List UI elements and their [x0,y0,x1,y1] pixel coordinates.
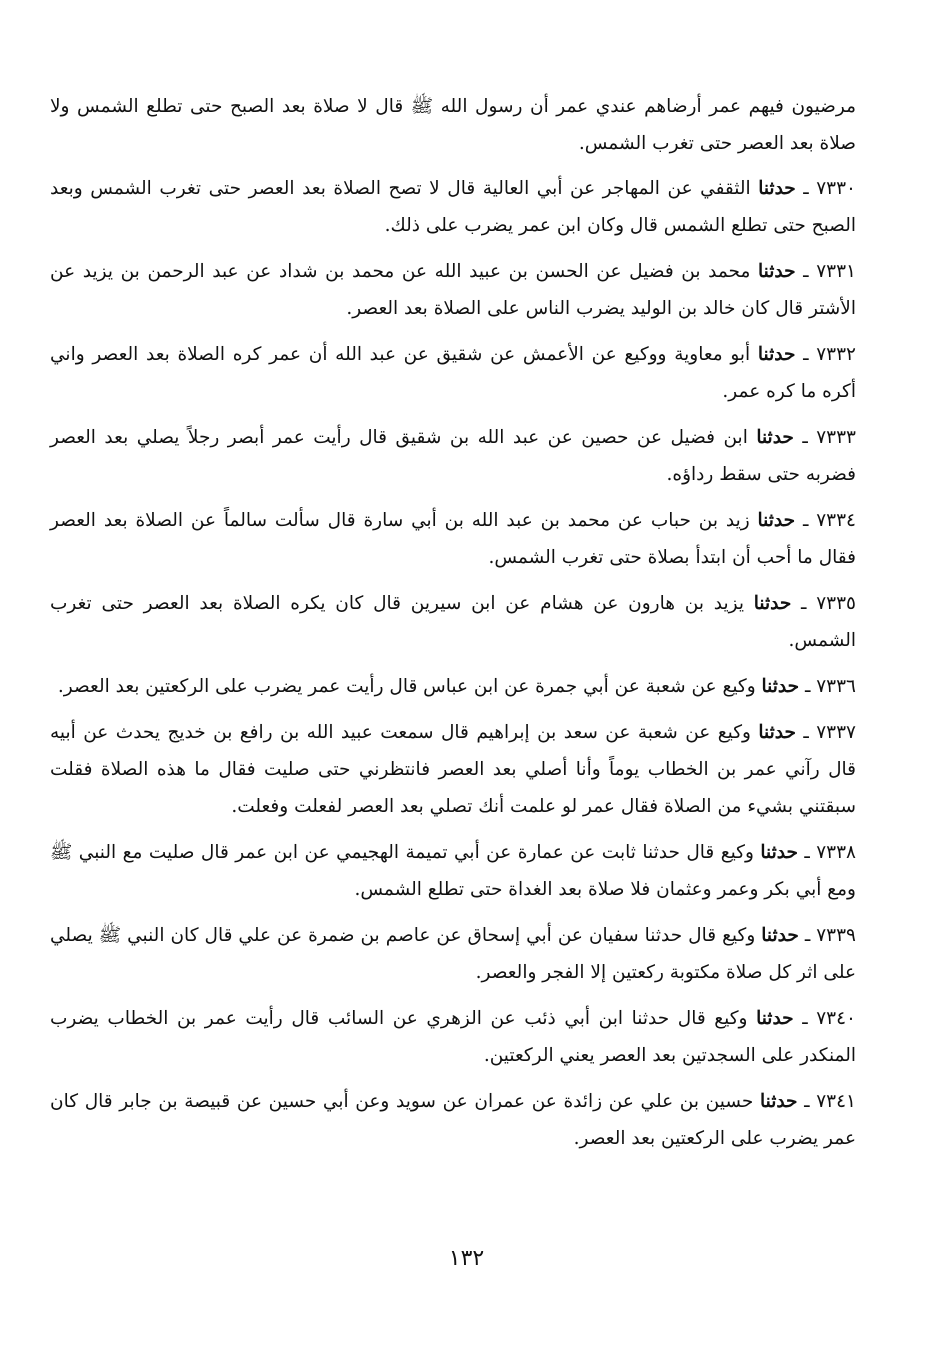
hadith-list [50,170,856,1157]
hadith-text: زيد بن حباب عن محمد بن عبد الله بن أبي سارة قال سألت سالماً عن الصلاة بعد العصر فقال ما أحب أن ابتدأ بصلاة حتى تغرب الشمس. [50,510,856,568]
hadith-text: وكيع قال حدثنا سفيان عن أبي إسحاق عن عاصم بن ضمرة عن علي قال كان النبي ﷺ يصلي على اثر كل صلاة مكتوبة ركعتين إلا الفجر والعصر. [50,925,856,983]
hadith-paragraph [50,585,856,659]
hadith-number: ٧٣٣٤ [816,510,856,531]
hadith-paragraph [50,1083,856,1157]
hadith-keyword: حدثنا [759,1091,798,1112]
hadith-paragraph [50,336,856,410]
hadith-text: وكيع عن شعبة عن أبي جمرة عن ابن عباس قال رأيت عمر يضرب على الركعتين بعد العصر. [57,676,756,697]
hadith-keyword: حدثنا [753,593,792,614]
hadith-text: وكيع قال حدثنا ثابت عن عمارة عن أبي تميمة الهجيمي عن ابن عمر قال صليت مع النبي ﷺ ومع أبي بكر وعمر وعثمان فلا صلاة بعد الغداة حتى تطلع الشمس. [50,842,856,900]
page-body [50,88,856,1166]
hadith-separator: ـ [802,1008,808,1029]
hadith-separator: ـ [804,676,811,697]
hadith-number: ٧٣٣٧ [816,722,856,743]
hadith-number: ٧٣٣٩ [816,925,856,946]
hadith-paragraph [50,834,856,908]
hadith-paragraph [50,668,856,705]
hadith-separator: ـ [804,925,811,946]
hadith-keyword: حدثنا [758,178,796,199]
hadith-separator: ـ [803,178,809,199]
hadith-keyword: حدثنا [756,1008,794,1029]
hadith-number: ٧٣٣٨ [816,842,856,863]
hadith-keyword: حدثنا [761,676,800,697]
hadith-paragraph [50,419,856,493]
hadith-text: الثقفي عن المهاجر عن أبي العالية قال لا تصح الصلاة بعد العصر حتى تغرب الشمس وبعد الصبح حتى تطلع الشمس قال وكان ابن عمر يضرب على ذلك. [50,178,856,236]
hadith-paragraph [50,170,856,244]
hadith-text: وكيع قال حدثنا ابن أبي ذئب عن الزهري عن السائب قال رأيت عمر بن الخطاب يضرب المنكدر على السجدتين بعد العصر يعني الركعتين. [50,1008,856,1066]
hadith-paragraph [50,253,856,327]
hadith-number: ٧٣٣٢ [816,344,856,365]
hadith-separator: ـ [801,593,807,614]
hadith-keyword: حدثنا [760,842,798,863]
hadith-keyword: حدثنا [758,261,796,282]
hadith-separator: ـ [803,344,809,365]
hadith-number: ٧٣٣٣ [816,427,856,448]
hadith-text: يزيد بن هارون عن هشام عن ابن سيرين قال كان يكره الصلاة بعد العصر حتى تغرب الشمس. [50,593,856,651]
hadith-number: ٧٣٣١ [816,261,856,282]
hadith-separator: ـ [803,722,809,743]
hadith-number: ٧٣٤١ [816,1091,856,1112]
hadith-number: ٧٣٣٠ [816,178,856,199]
hadith-number: ٧٣٣٥ [816,593,856,614]
hadith-paragraph [50,1000,856,1074]
page-number: ١٣٢ [448,1246,485,1271]
hadith-keyword: حدثنا [757,510,796,531]
hadith-text: حسين بن علي عن زائدة عن عمران عن سويد وعن أبي حسين عن قبيصة بن جابر قال كان عمر يضرب على الركعتين بعد العصر. [50,1091,856,1149]
hadith-separator: ـ [802,427,808,448]
hadith-separator: ـ [802,510,809,531]
hadith-text: محمد بن فضيل عن الحسن بن عبيد الله عن محمد بن شداد عن عبد الرحمن بن يزيد عن الأشتر قال كان خالد بن الوليد يضرب الناس على الصلاة بعد العصر. [50,261,856,319]
intro-paragraph: مرضيون فيهم عمر أرضاهم عندي عمر أن رسول الله ﷺ قال لا صلاة بعد الصبح حتى تطلع الشمس ولا صلاة بعد العصر حتى تغرب الشمس. [50,96,856,154]
hadith-number: ٧٣٤٠ [816,1008,856,1029]
hadith-separator: ـ [804,842,810,863]
hadith-text: أبو معاوية ووكيع عن الأعمش عن شقيق عن عبد الله أن عمر كره الصلاة بعد العصر واني أكره ما كره عمر. [50,344,856,402]
hadith-paragraph [50,714,856,825]
hadith-paragraph [50,502,856,576]
hadith-text: ابن فضيل عن حصين عن عبد الله بن شقيق قال رأيت عمر أبصر رجلاً يصلي بعد العصر فضربه حتى سقط رداؤه. [50,427,856,485]
hadith-keyword: حدثنا [756,427,794,448]
hadith-separator: ـ [803,261,809,282]
hadith-separator: ـ [804,1091,810,1112]
hadith-text: وكيع عن شعبة عن سعد بن إبراهيم قال سمعت عبيد الله بن رافع بن خديج يحدث عن أبيه قال رآني عمر بن الخطاب يوماً وأنا أصلي بعد العصر فانتظرني حتى صليت فقال ما هذه الصلاة فقلت سبقتني بشيء من الصلاة فقال عمر لو علمت أنك تصلي بعد العصر لفعلت وفعلت. [50,722,856,817]
hadith-paragraph [50,917,856,991]
hadith-keyword: حدثنا [761,925,799,946]
hadith-keyword: حدثنا [758,722,796,743]
hadith-number: ٧٣٣٦ [816,676,856,697]
hadith-keyword: حدثنا [757,344,796,365]
